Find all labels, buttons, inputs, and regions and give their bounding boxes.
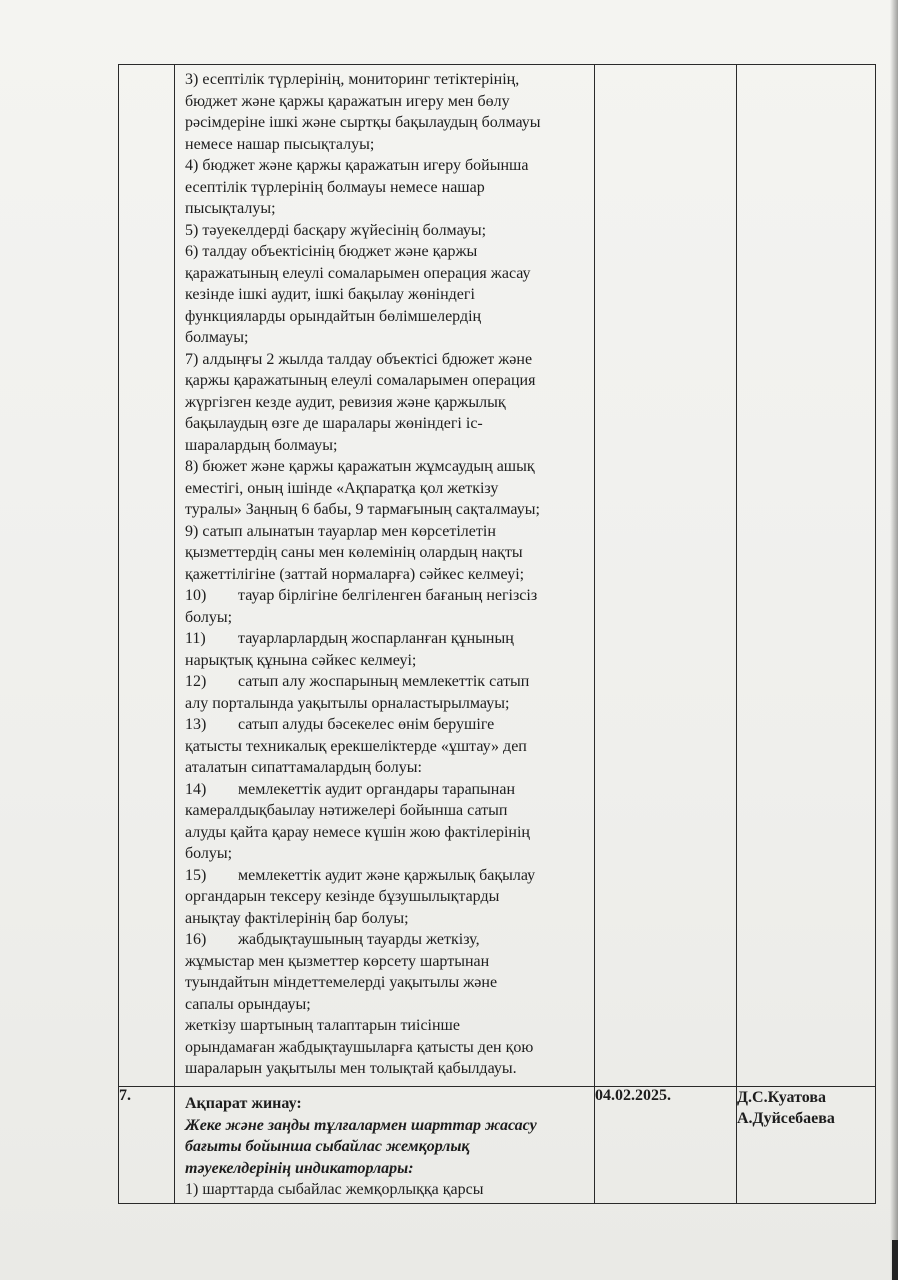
text-line: функцияларды орындайтын бөлімшелердің	[185, 307, 482, 325]
list-item-text: жабдықтаушының тауарды жеткізу,	[238, 931, 480, 948]
text-line: шаралардың болмауы;	[185, 436, 338, 454]
text-line: кезінде ішкі аудит, ішкі бақылау жөніндегі	[185, 286, 475, 303]
text-line: қаражатының елеулі сомаларымен операция жасау	[185, 264, 531, 282]
text-line: бақылаудың өзге де шаралары жөніндегі іс-	[185, 415, 483, 432]
text-line: туындайтын міндеттемелерді уақытылы және	[185, 974, 498, 991]
text-line: аталатын сипаттамалардың болуы:	[185, 759, 422, 776]
list-item-text: сатып алу жоспарының мемлекеттік сатып	[238, 673, 530, 690]
text-line: 8) бюжет және қаржы қаражатын жұмсаудың ашық	[185, 458, 535, 475]
text-line: қатысты техникалық ерекшеліктерде «ұштау» деп	[185, 737, 527, 755]
responsible-cell	[737, 65, 876, 1087]
text-line: орындамаған жабдықтаушыларға қатысты ден қою	[185, 1038, 534, 1056]
list-item	[185, 865, 586, 887]
list-item: 1) шарттарда сыбайлас жемқорлыққа қарсы	[185, 1181, 484, 1198]
text-line: болуы;	[185, 845, 233, 862]
page-edge-dark	[892, 1240, 898, 1280]
text-line: рәсімдеріне ішкі және сыртқы бақылаудың болмауы	[185, 114, 541, 131]
list-item	[185, 585, 586, 607]
responsible-name: А.Дуйсебаева	[737, 1110, 835, 1127]
text-line: туралы» Заңның 6 бабы, 9 тармағының сақталмауы;	[185, 501, 540, 518]
text-line: органдарын тексеру кезінде бұзушылықтарды	[185, 888, 500, 905]
list-item-number: 10)	[185, 587, 207, 604]
list-item	[185, 628, 586, 650]
list-item-number: 15)	[185, 866, 207, 884]
list-item	[185, 714, 586, 736]
list-item-text: мемлекеттік аудит органдары тарапынан	[238, 780, 516, 798]
text-line: жұмыстар мен қызметтер көрсету шартынан	[185, 952, 490, 970]
row-heading: Ақпарат жинау:	[185, 1095, 302, 1112]
italic-line: Жеке және заңды тұлғалармен шарттар жасасу	[185, 1116, 537, 1134]
list-item-text: мемлекеттік аудит және қаржылық бақылау	[238, 866, 536, 884]
text-line: жеткізу шартының талаптарын тиісінше	[185, 1017, 460, 1034]
text-line: 5) тәуекелдерді басқару жүйесінің болмауы;	[185, 221, 487, 239]
table-row-continuation	[119, 65, 876, 1087]
description-cell	[175, 1087, 595, 1204]
italic-line: тәуекелдерінің индикаторлары:	[185, 1159, 414, 1177]
list-item-text: сатып алуды бәсекелес өнім берушіге	[238, 716, 495, 733]
text-line: еместігі, оның ішінде «Ақпаратқа қол жеткізу	[185, 479, 499, 497]
text-line: қаржы қаражатының елеулі сомаларымен операция	[185, 372, 536, 389]
text-line: қызметтердің саны мен көлемінің олардың нақты	[185, 544, 523, 561]
description-cell	[175, 65, 595, 1087]
text-line: пысықталуы;	[185, 200, 276, 217]
text-line: 3) есептілік түрлерінің, мониторинг тетіктерінің,	[185, 71, 520, 88]
text-line: 4) бюджет және қаржы қаражатын игеру бойынша	[185, 157, 529, 174]
text-line: нарықтық құнына сәйкес келмеуі;	[185, 651, 417, 669]
text-line: 9) сатып алынатын тауарлар мен көрсетілетін	[185, 522, 496, 540]
date-cell	[595, 65, 737, 1087]
row-responsible	[737, 1087, 876, 1204]
list-item-number: 11)	[185, 630, 206, 647]
list-item-text: тауарларлардың жоспарланған құнының	[238, 630, 514, 647]
text-line: болмауы;	[185, 329, 249, 346]
table-row-7	[119, 1087, 876, 1204]
text-line: алуды қайта қарау немесе күшін жою фактілерінің	[185, 823, 530, 841]
text-line: алу порталында уақытылы орналастырылмауы;	[185, 694, 510, 712]
list-item	[185, 779, 586, 801]
description-text	[175, 65, 594, 1082]
list-item	[185, 671, 586, 693]
text-line: 6) талдау объектісінің бюджет және қаржы	[185, 243, 478, 260]
italic-line: бағыты бойынша сыбайлас жемқорлық	[185, 1138, 470, 1155]
row-number: 7.	[119, 1087, 175, 1204]
list-item-text: тауар бірлігіне белгіленген бағаның негізсіз	[238, 587, 538, 604]
number-cell	[119, 65, 175, 1087]
text-line: анықтау фактілерінің бар болуы;	[185, 909, 409, 927]
text-line: шараларын уақытылы мен толықтай қабылдауы.	[185, 1060, 517, 1077]
text-line: есептілік түрлерінің болмауы немесе нашар	[185, 178, 485, 196]
list-item-number: 13)	[185, 716, 207, 733]
list-item-number: 16)	[185, 931, 207, 948]
page-edge-shadow	[890, 0, 898, 1280]
list-item	[185, 929, 586, 951]
text-line: камералдықбаылау нәтижелері бойынша сатып	[185, 802, 508, 819]
text-line: 7) алдыңғы 2 жылда талдау объектісі бдюжет және	[185, 350, 533, 368]
responsible-name: Д.С.Куатова	[737, 1089, 827, 1106]
text-line: сапалы орындауы;	[185, 995, 311, 1013]
text-line: немесе нашар пысықталуы;	[185, 135, 375, 153]
row-date: 04.02.2025.	[595, 1087, 737, 1204]
text-line: қажеттілігіне (заттай нормаларға) сәйкес келмеуі;	[185, 565, 525, 583]
text-line: бюджет және қаржы қаражатын игеру мен бөлу	[185, 92, 510, 110]
text-line: жүргізген кезде аудит, ревизия және қаржылық	[185, 393, 506, 411]
text-line: болуы;	[185, 608, 233, 626]
list-item-number: 12)	[185, 673, 207, 690]
plan-table	[118, 64, 876, 1204]
list-item-number: 14)	[185, 780, 207, 798]
